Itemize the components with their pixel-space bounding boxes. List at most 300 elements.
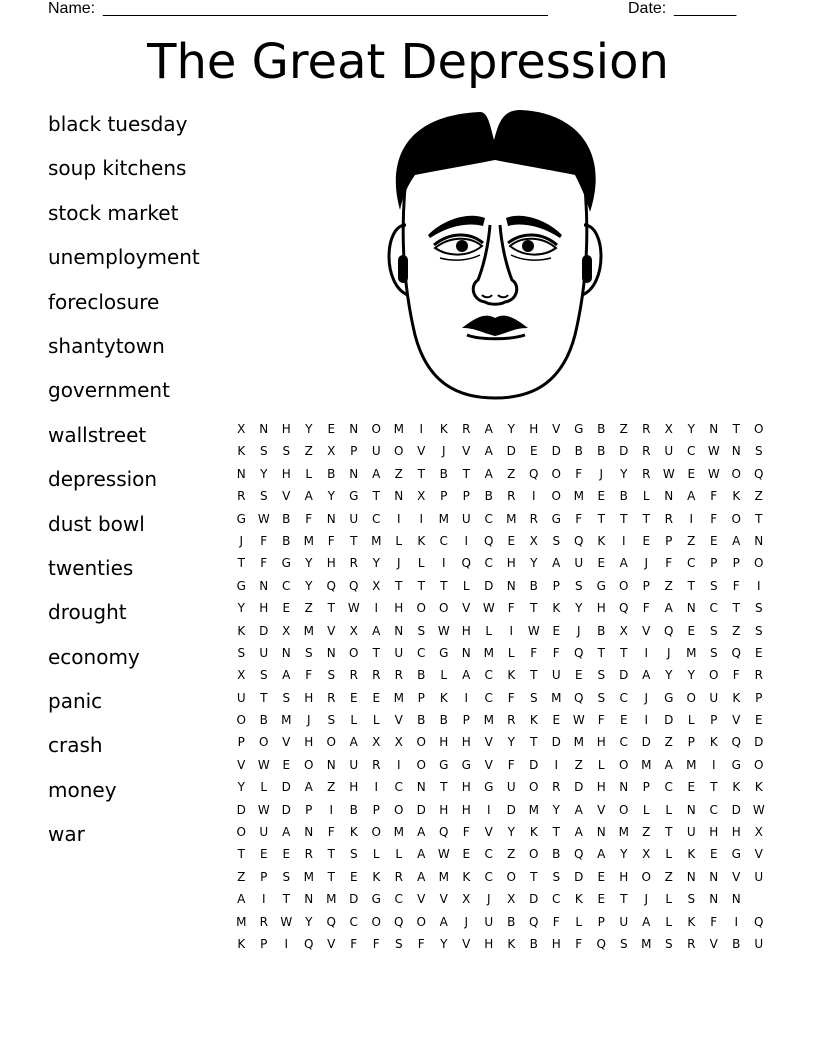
grid-letter: N — [731, 892, 741, 907]
grid-letter: N — [349, 422, 359, 436]
grid-letter: O — [641, 869, 651, 884]
grid-letter: S — [687, 892, 696, 907]
grid-letter: J — [576, 623, 581, 638]
grid-letter: C — [619, 735, 628, 750]
grid-letter: P — [462, 489, 470, 504]
grid-letter: V — [484, 757, 493, 772]
grid-letter: Q — [619, 601, 629, 616]
grid-letter: A — [642, 914, 651, 929]
grid-letter: R — [349, 556, 358, 571]
grid-letter: S — [529, 690, 538, 705]
grid-letter: F — [732, 668, 740, 683]
grid-letter: Q — [664, 623, 674, 638]
grid-letter: P — [597, 914, 605, 929]
grid-letter: N — [349, 466, 359, 481]
grid-letter: F — [552, 914, 560, 929]
grid-letter: N — [259, 422, 269, 436]
grid-letter: T — [372, 645, 380, 660]
word-list-item: drought — [48, 600, 127, 625]
grid-letter: I — [441, 556, 446, 571]
grid-letter: A — [462, 668, 471, 683]
grid-letter: F — [327, 825, 335, 840]
grid-letter: S — [709, 645, 718, 660]
grid-letter: Y — [440, 936, 448, 951]
grid-letter: D — [619, 444, 629, 459]
grid-letter: Y — [305, 556, 313, 571]
grid-letter: U — [349, 757, 359, 772]
grid-letter: E — [372, 690, 381, 705]
grid-letter: K — [754, 780, 763, 795]
grid-letter: D — [529, 757, 539, 772]
grid-letter: N — [731, 444, 741, 459]
grid-letter: V — [462, 936, 471, 951]
grid-letter: P — [710, 713, 718, 728]
grid-letter: S — [417, 623, 426, 638]
date-line: _______ — [674, 0, 737, 17]
grid-letter: R — [349, 668, 358, 683]
grid-letter: X — [372, 735, 381, 750]
grid-letter: Y — [552, 802, 560, 817]
grid-letter: E — [349, 869, 358, 884]
grid-letter: S — [327, 668, 336, 683]
grid-letter: K — [417, 533, 426, 548]
grid-letter: A — [552, 556, 561, 571]
grid-letter: O — [551, 489, 561, 504]
grid-letter: R — [237, 489, 246, 504]
grid-letter: Q — [596, 936, 606, 951]
grid-letter: T — [620, 511, 628, 526]
grid-letter: A — [304, 489, 313, 504]
grid-row — [230, 508, 770, 530]
grid-letter: Z — [664, 869, 673, 884]
grid-letter: G — [349, 489, 359, 504]
grid-letter: N — [416, 780, 426, 795]
grid-letter: P — [687, 735, 695, 750]
grid-letter: G — [551, 511, 561, 526]
grid-letter: S — [709, 623, 718, 638]
grid-letter: N — [709, 422, 719, 436]
grid-letter: S — [597, 668, 606, 683]
grid-letter: V — [282, 735, 291, 750]
grid-letter: T — [530, 869, 538, 884]
grid-letter: E — [754, 713, 763, 728]
grid-row — [230, 552, 770, 574]
grid-letter: I — [419, 422, 424, 436]
grid-letter: R — [394, 668, 403, 683]
grid-letter: F — [305, 668, 313, 683]
grid-letter: L — [507, 645, 515, 660]
grid-row — [230, 754, 770, 776]
grid-letter: O — [709, 668, 719, 683]
grid-letter: D — [551, 735, 561, 750]
grid-letter: E — [619, 713, 628, 728]
grid-letter: Z — [304, 444, 313, 459]
grid-letter: J — [396, 556, 401, 571]
grid-letter: G — [731, 757, 741, 772]
grid-letter: V — [642, 623, 651, 638]
grid-letter: T — [282, 892, 290, 907]
grid-letter: K — [709, 735, 718, 750]
grid-letter: O — [416, 735, 426, 750]
grid-letter: N — [686, 601, 696, 616]
grid-letter: C — [484, 511, 493, 526]
grid-letter: O — [686, 690, 696, 705]
grid-letter: Y — [237, 780, 245, 795]
grid-letter: N — [236, 466, 246, 481]
grid-letter: E — [597, 869, 606, 884]
grid-letter: N — [304, 825, 314, 840]
grid-letter: V — [754, 847, 763, 862]
grid-letter: A — [574, 802, 583, 817]
grid-letter: P — [552, 578, 560, 593]
grid-letter: I — [486, 802, 491, 817]
grid-letter: A — [417, 869, 426, 884]
grid-letter: X — [237, 422, 246, 436]
grid-letter: P — [372, 802, 380, 817]
grid-letter: X — [372, 578, 381, 593]
grid-letter: W — [527, 623, 540, 638]
grid-letter: E — [349, 690, 358, 705]
grid-letter: K — [529, 825, 538, 840]
grid-letter: B — [597, 623, 606, 638]
grid-letter: R — [507, 489, 516, 504]
grid-letter: Y — [575, 601, 583, 616]
grid-letter: G — [439, 645, 449, 660]
grid-letter: R — [642, 466, 651, 481]
grid-letter: N — [506, 578, 516, 593]
grid-letter: M — [303, 533, 314, 548]
grid-letter: L — [665, 892, 673, 907]
grid-letter: X — [417, 489, 426, 504]
grid-letter: D — [574, 869, 584, 884]
grid-letter: M — [618, 825, 629, 840]
grid-letter: I — [464, 533, 469, 548]
word-list — [48, 102, 200, 857]
grid-letter: Y — [372, 556, 380, 571]
grid-letter: O — [731, 466, 741, 481]
grid-letter: N — [686, 869, 696, 884]
grid-letter: T — [462, 466, 470, 481]
grid-letter: N — [326, 757, 336, 772]
grid-letter: E — [754, 645, 763, 660]
grid-letter: D — [506, 444, 516, 459]
grid-letter: Q — [439, 825, 449, 840]
grid-letter: A — [732, 533, 741, 548]
grid-letter: D — [551, 444, 561, 459]
grid-letter: Q — [484, 533, 494, 548]
word-list-item: black tuesday — [48, 112, 188, 136]
grid-letter: S — [259, 668, 268, 683]
grid-letter: P — [665, 533, 673, 548]
grid-letter: B — [282, 511, 291, 526]
grid-letter: B — [619, 489, 628, 504]
grid-letter: N — [281, 645, 291, 660]
grid-letter: E — [597, 892, 606, 907]
grid-letter: F — [710, 914, 718, 929]
grid-letter: F — [462, 825, 470, 840]
grid-letter: L — [462, 578, 470, 593]
grid-letter: H — [281, 422, 291, 436]
grid-letter: M — [686, 645, 697, 660]
grid-letter: T — [327, 869, 335, 884]
grid-letter: E — [687, 780, 696, 795]
grid-letter: X — [462, 892, 471, 907]
grid-letter: A — [484, 422, 493, 436]
grid-letter: O — [236, 713, 246, 728]
grid-letter: L — [642, 802, 650, 817]
grid-letter: T — [710, 780, 718, 795]
grid-letter: K — [687, 847, 696, 862]
grid-letter: O — [619, 578, 629, 593]
grid-letter: M — [303, 623, 314, 638]
grid-row — [230, 687, 770, 709]
grid-letter: M — [483, 713, 494, 728]
grid-letter: L — [485, 623, 493, 638]
grid-letter: M — [438, 869, 449, 884]
grid-letter: H — [484, 936, 494, 951]
grid-letter: E — [259, 847, 268, 862]
grid-letter: S — [282, 869, 291, 884]
grid-letter: F — [552, 645, 560, 660]
grid-letter: C — [484, 556, 493, 571]
grid-letter: X — [327, 444, 336, 459]
grid-row — [230, 933, 770, 955]
grid-letter: X — [754, 825, 763, 840]
grid-letter: U — [394, 645, 404, 660]
grid-letter: Y — [327, 489, 335, 504]
grid-letter: E — [642, 533, 651, 548]
grid-letter: K — [349, 825, 358, 840]
grid-letter: N — [619, 780, 629, 795]
grid-letter: D — [349, 892, 359, 907]
grid-letter: O — [731, 511, 741, 526]
grid-letter: C — [552, 892, 561, 907]
grid-letter: Y — [620, 466, 628, 481]
grid-letter: H — [529, 422, 539, 436]
grid-letter: K — [237, 623, 246, 638]
grid-letter: O — [259, 735, 269, 750]
grid-letter: I — [374, 601, 379, 616]
grid-letter: S — [349, 847, 358, 862]
grid-letter: G — [281, 556, 291, 571]
grid-letter: J — [239, 533, 244, 548]
grid-letter: R — [304, 847, 313, 862]
grid-letter: C — [439, 533, 448, 548]
grid-letter: F — [507, 690, 515, 705]
grid-letter: A — [282, 825, 291, 840]
grid-row — [230, 843, 770, 865]
grid-letter: I — [621, 533, 626, 548]
word-list-item: panic — [48, 689, 103, 714]
grid-letter: X — [507, 892, 516, 907]
grid-letter: K — [552, 601, 561, 616]
grid-letter: W — [437, 623, 450, 638]
grid-letter: K — [597, 533, 606, 548]
grid-letter: C — [709, 802, 718, 817]
grid-letter: W — [257, 802, 270, 817]
grid-letter: P — [462, 713, 470, 728]
grid-letter: S — [664, 936, 673, 951]
word-list-item: stock market — [48, 200, 179, 225]
word-list-item: money — [48, 777, 117, 802]
grid-row — [230, 911, 770, 933]
grid-letter: C — [484, 668, 493, 683]
man-face-illustration — [370, 100, 620, 410]
grid-letter: V — [709, 936, 718, 951]
grid-letter: P — [755, 690, 763, 705]
grid-letter: X — [619, 623, 628, 638]
grid-letter: Y — [305, 422, 313, 436]
grid-letter: T — [440, 780, 448, 795]
grid-letter: S — [597, 690, 606, 705]
grid-letter: M — [303, 869, 314, 884]
grid-letter: U — [619, 914, 629, 929]
grid-letter: Q — [529, 914, 539, 929]
grid-letter: C — [619, 690, 628, 705]
grid-letter: C — [417, 645, 426, 660]
grid-letter: I — [554, 757, 559, 772]
grid-letter: L — [372, 847, 380, 862]
grid-letter: K — [439, 422, 448, 436]
grid-letter: O — [416, 914, 426, 929]
grid-letter: Y — [687, 422, 695, 436]
grid-letter: O — [326, 735, 336, 750]
grid-letter: Z — [664, 735, 673, 750]
grid-letter: R — [259, 914, 268, 929]
grid-letter: G — [484, 780, 494, 795]
grid-letter: L — [372, 713, 380, 728]
grid-letter: W — [662, 466, 675, 481]
grid-letter: V — [417, 444, 426, 459]
grid-letter: O — [619, 757, 629, 772]
grid-letter: A — [372, 623, 381, 638]
grid-letter: O — [394, 444, 404, 459]
grid-letter: H — [439, 735, 449, 750]
grid-letter: T — [372, 489, 380, 504]
grid-letter: I — [756, 578, 761, 593]
grid-letter: S — [754, 444, 763, 459]
grid-letter: P — [260, 869, 268, 884]
grid-letter: H — [394, 601, 404, 616]
grid-letter: A — [664, 601, 673, 616]
grid-letter: V — [327, 936, 336, 951]
grid-letter: C — [484, 690, 493, 705]
grid-letter: O — [439, 601, 449, 616]
grid-letter: Q — [304, 936, 314, 951]
grid-letter: I — [396, 511, 401, 526]
grid-letter: I — [374, 780, 379, 795]
grid-letter: Q — [731, 735, 741, 750]
grid-letter: R — [552, 780, 561, 795]
grid-letter: J — [644, 892, 649, 907]
grid-letter: T — [327, 601, 335, 616]
grid-letter: O — [236, 825, 246, 840]
grid-letter: O — [551, 466, 561, 481]
grid-letter: U — [754, 869, 764, 884]
grid-letter: T — [417, 466, 425, 481]
grid-letter: N — [709, 892, 719, 907]
left-ear-inner — [398, 255, 408, 283]
grid-letter: M — [281, 713, 292, 728]
grid-letter: L — [665, 802, 673, 817]
grid-letter: T — [687, 578, 695, 593]
grid-letter: F — [642, 601, 650, 616]
grid-letter: H — [551, 936, 561, 951]
grid-letter: Z — [754, 489, 763, 504]
grid-letter: O — [754, 757, 764, 772]
grid-letter: H — [709, 825, 719, 840]
grid-letter: T — [237, 847, 245, 862]
grid-letter: Z — [394, 466, 403, 481]
grid-letter: B — [529, 578, 538, 593]
grid-letter: L — [665, 847, 673, 862]
grid-letter: D — [484, 578, 494, 593]
grid-row — [230, 575, 770, 597]
grid-letter: V — [282, 489, 291, 504]
word-list-item: wallstreet — [48, 422, 147, 447]
grid-letter: F — [665, 556, 673, 571]
grid-letter: A — [484, 466, 493, 481]
grid-letter: A — [417, 847, 426, 862]
date-label: Date: — [628, 0, 667, 17]
grid-letter: H — [259, 601, 269, 616]
grid-row — [230, 776, 770, 798]
grid-letter: H — [281, 466, 291, 481]
grid-letter: Y — [305, 578, 313, 593]
grid-letter: M — [686, 757, 697, 772]
grid-row — [230, 731, 770, 753]
grid-letter: T — [395, 578, 403, 593]
grid-letter: B — [574, 444, 583, 459]
grid-letter: Y — [507, 422, 515, 436]
grid-letter: D — [236, 802, 246, 817]
grid-letter: N — [394, 623, 404, 638]
grid-letter: H — [349, 780, 359, 795]
word-list-item: unemployment — [48, 245, 200, 270]
grid-letter: I — [464, 690, 469, 705]
grid-letter: E — [552, 623, 561, 638]
grid-letter: L — [395, 847, 403, 862]
grid-letter: E — [507, 533, 516, 548]
grid-letter: T — [665, 825, 673, 840]
grid-letter: M — [506, 511, 517, 526]
grid-letter: C — [484, 847, 493, 862]
grid-letter: T — [597, 645, 605, 660]
grid-letter: R — [664, 511, 673, 526]
grid-letter: O — [506, 869, 516, 884]
grid-letter: B — [732, 936, 741, 951]
grid-letter: U — [754, 936, 764, 951]
grid-row — [230, 440, 770, 462]
grid-letter: H — [304, 690, 314, 705]
grid-letter: P — [642, 780, 650, 795]
grid-letter: U — [349, 511, 359, 526]
grid-letter: N — [686, 802, 696, 817]
grid-letter: I — [329, 802, 334, 817]
grid-letter: U — [686, 825, 696, 840]
grid-letter: L — [305, 466, 313, 481]
grid-letter: B — [529, 936, 538, 951]
grid-letter: M — [483, 645, 494, 660]
grid-letter: U — [461, 511, 471, 526]
grid-letter: O — [371, 825, 381, 840]
grid-letter: V — [732, 869, 741, 884]
grid-letter: E — [282, 601, 291, 616]
grid-letter: Z — [574, 757, 583, 772]
grid-letter: J — [666, 645, 671, 660]
grid-letter: M — [236, 914, 247, 929]
grid-letter: K — [462, 869, 471, 884]
